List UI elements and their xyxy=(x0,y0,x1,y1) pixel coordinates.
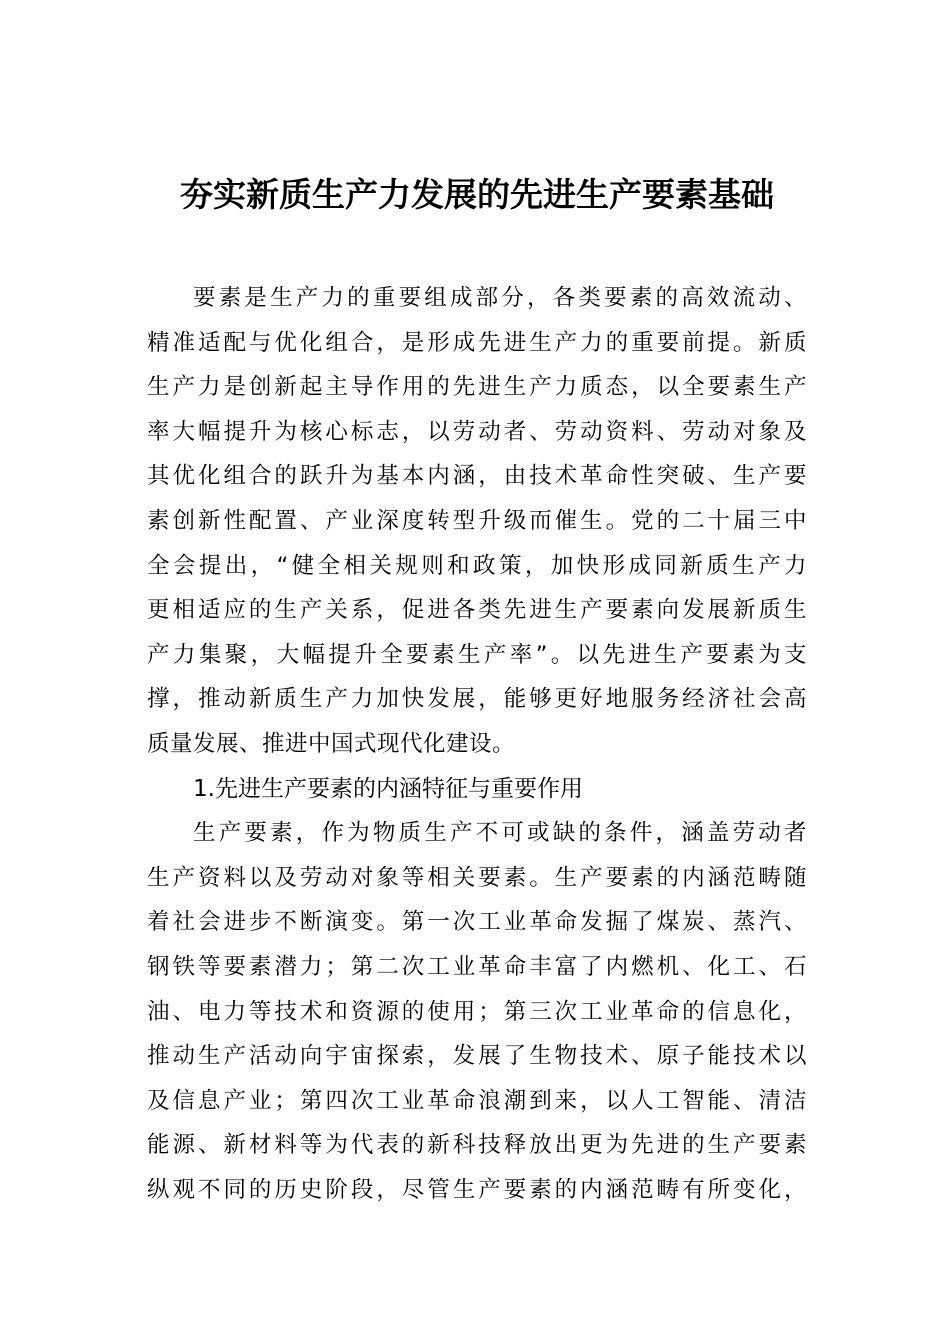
text-line: 其优化组合的跃升为基本内涵，由技术革命性突破、生产要 xyxy=(147,463,807,490)
paragraph-intro xyxy=(147,276,807,767)
text-line: 素创新性配置、产业深度转型升级而催生。党的二十届三中 xyxy=(147,507,807,534)
text-line: 更相适应的生产关系，促进各类先进生产要素向发展新质生 xyxy=(147,597,807,624)
text-line: 撑，推动新质生产力加快发展，能够更好地服务经济社会高 xyxy=(147,686,807,713)
text-line: 要素是生产力的重要组成部分，各类要素的高效流动、 xyxy=(193,285,807,311)
text-line: 产力集聚，大幅提升全要素生产率”。以先进生产要素为支 xyxy=(147,641,807,668)
text-line: 油、电力等技术和资源的使用；第三次工业革命的信息化， xyxy=(147,998,807,1025)
text-line: 生产要素，作为物质生产不可或缺的条件，涵盖劳动者 xyxy=(193,820,807,847)
text-line: 钢铁等要素潜力；第二次工业革命丰富了内燃机、化工、石 xyxy=(147,953,807,980)
text-line: 生产资料以及劳动对象等相关要素。生产要素的内涵范畴随 xyxy=(147,864,807,891)
text-line: 纵观不同的历史阶段，尽管生产要素的内涵范畴有所变化， xyxy=(147,1176,807,1203)
text-line: 精准适配与优化组合，是形成先进生产力的重要前提。新质 xyxy=(147,329,807,356)
text-line: 生产力是创新起主导作用的先进生产力质态，以全要素生产 xyxy=(147,374,807,401)
document-title: 夯实新质生产力发展的先进生产要素基础 xyxy=(180,175,774,214)
text-line: 能源、新材料等为代表的新科技释放出更为先进的生产要素 xyxy=(147,1132,807,1159)
text-line: 质量发展、推进中国式现代化建设。 xyxy=(147,730,516,757)
text-line: 推动生产活动向宇宙探索，发展了生物技术、原子能技术以 xyxy=(147,1043,807,1070)
text-line: 及信息产业；第四次工业革命浪潮到来，以人工智能、清洁 xyxy=(147,1087,807,1114)
text-line: 率大幅提升为核心标志，以劳动者、劳动资料、劳动对象及 xyxy=(147,418,807,445)
text-line: 着社会进步不断演变。第一次工业革命发掘了煤炭、蒸汽、 xyxy=(147,909,807,936)
paragraph-section-1 xyxy=(147,811,807,1212)
text-line: 全会提出，“健全相关规则和政策，加快形成同新质生产力 xyxy=(147,552,807,579)
document-body xyxy=(147,276,807,1212)
section-heading: 1.先进生产要素的内涵特征与重要作用 xyxy=(193,775,583,802)
